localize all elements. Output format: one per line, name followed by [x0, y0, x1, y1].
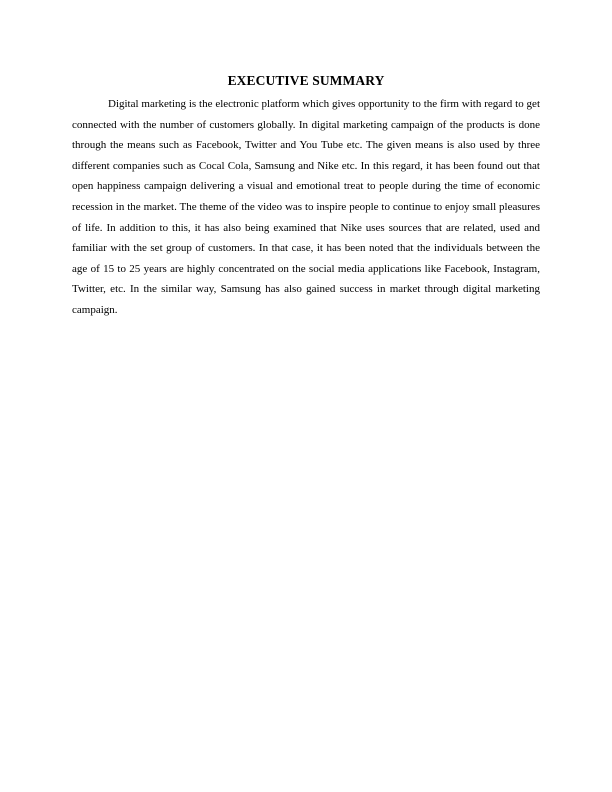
summary-paragraph: Digital marketing is the electronic platform which gives opportunity to the firm with regard to get connected with the number of customers globally. In digital marketing campaign of the products is done through the means such as Facebook, Twitter and You Tube etc. The given means is also used by three different companies such as Cocal Cola, Samsung and Nike etc. In this regard, it has been found out that open happiness campaign delivering a visual and emotional treat to people during the time of economic recession in the market. The theme of the video was to inspire people to continue to enjoy small pleasures of life. In addition to this, it has also being examined that Nike uses sources that are related, used and familiar with the set group of customers. In that case, it has been noted that the individuals between the age of 15 to 25 years are highly concentrated on the social media applications like Facebook, Instagram, Twitter, etc. In the similar way, Samsung has also gained success in market through digital marketing campaign.: [72, 98, 540, 316]
section-heading: EXECUTIVE SUMMARY: [227, 73, 385, 88]
